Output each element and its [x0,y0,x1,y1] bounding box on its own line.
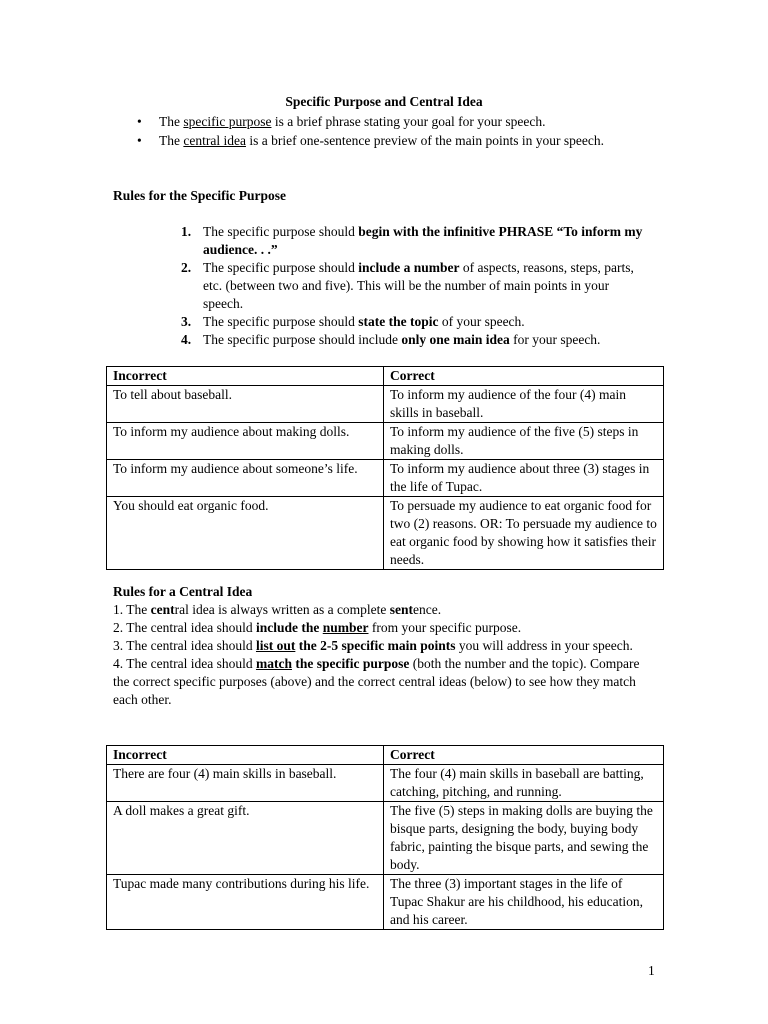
page-title: Specific Purpose and Central Idea [285,94,483,109]
list-item: • The specific purpose is a brief phrase stating your goal for your speech. [137,114,546,129]
table-row [107,875,664,930]
table-cell: To tell about baseball. [107,386,384,423]
term-specific-purpose: specific purpose [183,114,272,129]
table-cell: There are four (4) main skills in baseball. [107,765,384,802]
table-cell: The four (4) main skills in baseball are batting, catching, pitching, and running. [384,765,664,802]
table-cell: You should eat organic food. [107,497,384,570]
list-item: 2. The central idea should include the number from your specific purpose. [113,620,522,635]
section-heading-specific-purpose: Rules for the Specific Purpose [113,188,286,203]
table-header-row [107,746,664,765]
table-cell: The five (5) steps in making dolls are buying the bisque parts, designing the body, buying body fabric, painting the bisque parts, and sewing the body. [384,802,664,875]
table-cell: A doll makes a great gift. [107,802,384,875]
table-row [107,802,664,875]
table-cell: To inform my audience of the four (4) main skills in baseball. [384,386,664,423]
intro-bullets [137,113,617,151]
specific-purpose-rules [181,223,651,349]
bullet-icon: • [137,133,142,148]
table-row [107,765,664,802]
table-cell: To inform my audience about someone’s life. [107,460,384,497]
bullet-icon: • [137,114,142,129]
list-item: 1. The specific purpose should begin with the infinitive PHRASE “To inform my audience. . .” [181,224,643,257]
table-cell: To inform my audience of the five (5) steps in making dolls. [384,423,664,460]
table-row [107,423,664,460]
section-heading-central-idea: Rules for a Central Idea [113,584,253,599]
page-number: 1 [648,963,655,978]
table-cell: Tupac made many contributions during his life. [107,875,384,930]
list-item: 2. The specific purpose should include a number of aspects, reasons, steps, parts, etc. (between two and five). This will be the number of main points in your speech. [181,260,634,311]
column-header-correct: Correct [384,746,664,765]
table-row [107,386,664,423]
specific-purpose-table [106,366,664,570]
table-cell: To persuade my audience to eat organic food for two (2) reasons. OR: To persuade my audience to eat organic food by showing how it satisfies their needs. [384,497,664,570]
table-header-row [107,367,664,386]
table-cell: The three (3) important stages in the life of Tupac Shakur are his childhood, his education, and his career. [384,875,664,930]
table-cell: To inform my audience about making dolls. [107,423,384,460]
table-row [107,497,664,570]
central-idea-table [106,745,664,930]
list-item: 3. The central idea should list out the 2-5 specific main points you will address in your speech. [113,638,633,653]
table-cell: To inform my audience about three (3) stages in the life of Tupac. [384,460,664,497]
table-row [107,460,664,497]
column-header-incorrect: Incorrect [107,746,384,765]
column-header-correct: Correct [384,367,664,386]
list-item: 1. The central idea is always written as a complete sentence. [113,602,442,617]
list-item: • The central idea is a brief one-sentence preview of the main points in your speech. [137,133,604,148]
list-item: 4. The central idea should match the specific purpose (both the number and the topic). Compare the correct specific purposes (above) and the correct central ideas (below) to see how they match each other. [113,656,640,707]
central-idea-rules [113,601,653,709]
column-header-incorrect: Incorrect [107,367,384,386]
list-item: 4. The specific purpose should include only one main idea for your speech. [181,332,601,347]
list-item: 3. The specific purpose should state the topic of your speech. [181,314,525,329]
term-central-idea: central idea [183,133,246,148]
